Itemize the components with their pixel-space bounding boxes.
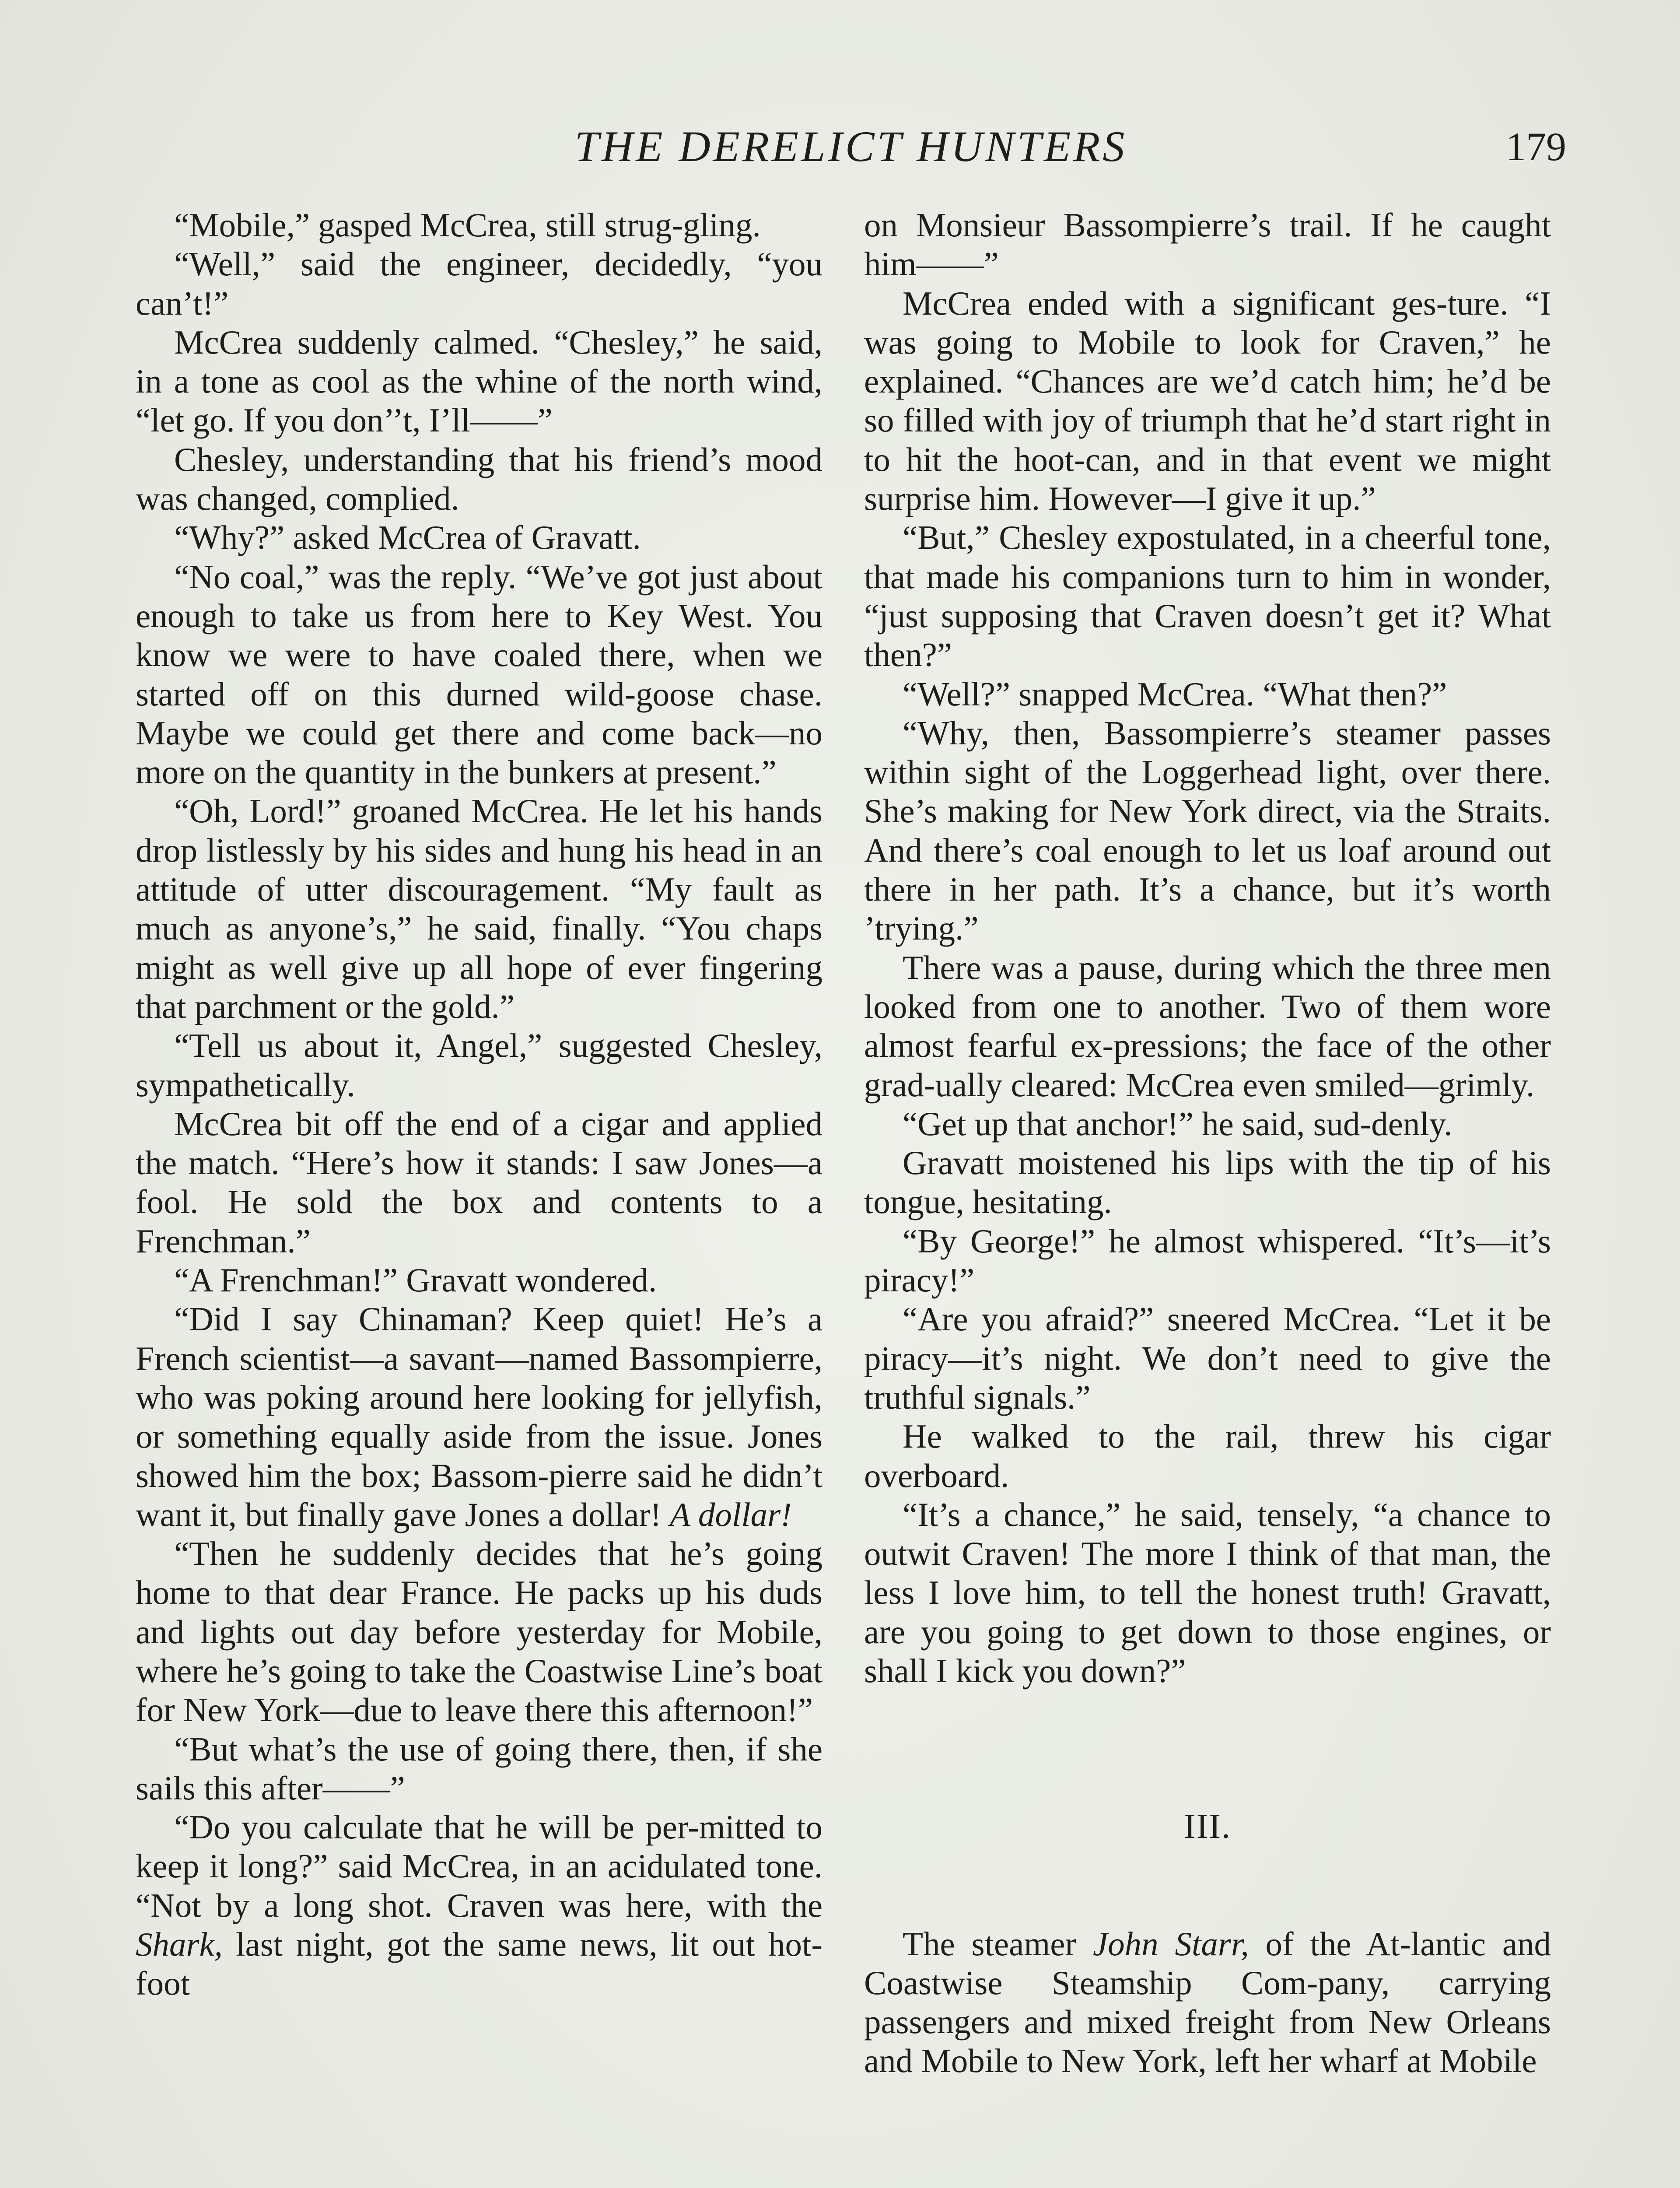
section-heading: III. [1184,1807,1231,1846]
page-header [136,118,1566,184]
paragraph: “Oh, Lord!” groaned McCrea. He let his hands drop listlessly by his sides and hung his head in an attitude of utter discouragement. “My fault as much as anyone’s,” he said, finally. “You chaps might as well give up all hope of ever fingering that parchment or the gold.” [136,792,822,1025]
paragraph: “It’s a chance,” he said, tensely, “a chance to outwit Craven! The more I think of that man, the less I love him, to tell the honest truth! Gravatt, are you going to get down to those engines, or shall I kick you down?” [864,1495,1551,1690]
page-number: 179 [1506,124,1566,169]
paragraph: “Get up that anchor!” he said, sud-denly. [903,1105,1452,1143]
paragraph [136,1808,822,2003]
paragraph: McCrea bit off the end of a cigar and applied the match. “Here’s how it stands: I saw Jones—a fool. He sold the box and contents to a Frenchman.” [136,1105,822,1260]
paragraph: He walked to the rail, threw his cigar overboard. [864,1417,1551,1494]
paragraph-text: “Do you calculate that he will be per-mitted to keep it long?” said McCrea, in an acidulated tone. “Not by a long shot. Craven was here, with the [136,1808,822,1924]
paragraph: McCrea ended with a significant ges-ture. “I was going to Mobile to look for Craven,” he explained. “Chances are we’d catch him; he’d be so filled with joy of triumph that he’d start right in to hit the hoot-can, and in that event we might surprise him. However—I give it up.” [864,284,1551,518]
emphasis-text: A dollar! [669,1495,792,1533]
paragraph: “Then he suddenly decides that he’s going home to that dear France. He packs up his duds and lights out day before yesterday for Mobile, where he’s going to take the Coastwise Line’s boat for New York—due to leave there this afternoon!” [136,1535,822,1729]
paragraph-text: last night, got the same news, lit out hot-foot [136,1925,822,2002]
paragraph-text: of the At-lantic and Coastwise Steamship Com-pany, carrying passengers and mixed freight from New Orleans and Mobile to New York, left her wharf at Mobile [864,1925,1551,2080]
paragraph: “A Frenchman!” Gravatt wondered. [174,1261,657,1299]
paragraph: McCrea suddenly calmed. “Chesley,” he said, in a tone as cool as the whine of the north wind, “let go. If you don’’t, I’ll——” [136,323,822,439]
paragraph: “Well,” said the engineer, decidedly, “you can’t!” [136,245,822,322]
paragraph [136,1300,822,1534]
paragraph: “Mobile,” gasped McCrea, still strug-gling. [174,206,761,244]
paragraph-text: “Did I say Chinaman? Keep quiet! He’s a French scientist—a savant—named Bassompierre, who was poking around here looking for jellyfish, or something equally aside from the issue. Jones showed him the box; Bassom-pierre said he didn’t want it, but finally gave Jones a dollar! [136,1300,822,1533]
paragraph: “Why?” asked McCrea of Gravatt. [174,519,641,557]
paragraph: “Tell us about it, Angel,” suggested Chesley, sympathetically. [136,1027,822,1104]
paragraph [864,1925,1551,2081]
paragraph: “Are you afraid?” sneered McCrea. “Let it be piracy—it’s night. We don’t need to give the truthful signals.” [864,1300,1551,1416]
ship-name: John Starr, [1092,1925,1249,1963]
paragraph: “By George!” he almost whispered. “It’s—it’s piracy!” [864,1222,1551,1299]
right-column [864,206,1551,2188]
paragraph: Chesley, understanding that his friend’s mood was changed, complied. [136,440,822,518]
paragraph: on Monsieur Bassompierre’s trail. If he caught him——” [864,206,1551,283]
paragraph: “No coal,” was the reply. “We’ve got just about enough to take us from here to Key West. You know we were to have coaled there, when we started off on this durned wild-goose chase. Maybe we could get there and come back—no more on the quantity in the bunkers at present.” [136,558,822,791]
ship-name: Shark, [136,1925,223,1964]
paragraph: “But,” Chesley expostulated, in a cheerful tone, that made his companions turn to him in wonder, “just supposing that Craven doesn’t get it? What then?” [864,519,1551,674]
paragraph-text: The steamer [903,1925,1077,1963]
paragraph: “Why, then, Bassompierre’s steamer passes within sight of the Loggerhead light, over there. She’s making for New York direct, via the Straits. And there’s coal enough to let us loaf around out there in her path. It’s a chance, but it’s worth ’trying.” [864,714,1551,947]
paragraph: There was a pause, during which the three men looked from one to another. Two of them wore almost fearful ex-pressions; the face of the other grad-ually cleared: McCrea even smiled—grimly. [864,948,1551,1104]
paragraph: Gravatt moistened his lips with the tip of his tongue, hesitating. [864,1144,1551,1221]
paragraph: “Well?” snapped McCrea. “What then?” [903,675,1447,713]
running-title: THE DERELICT HUNTERS [574,122,1127,171]
left-column [136,206,822,2188]
paragraph: “But what’s the use of going there, then, if she sails this after——” [136,1730,822,1807]
